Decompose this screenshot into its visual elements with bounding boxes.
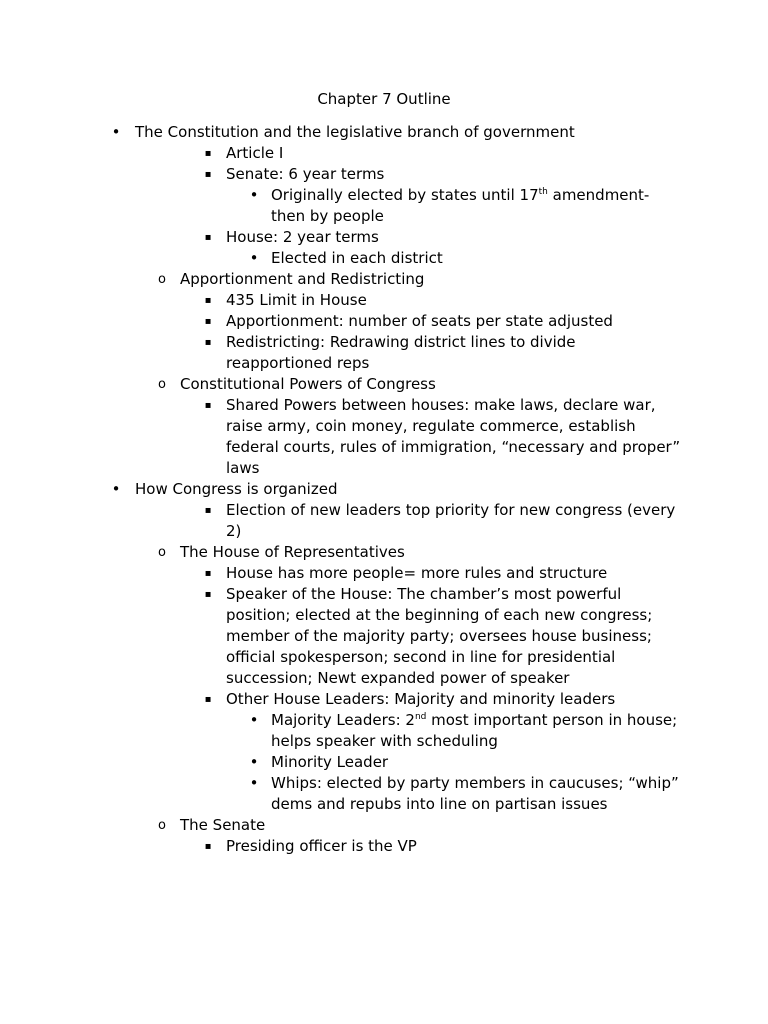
outline-item — [0, 500, 768, 542]
bullet-marker: ▪ — [204, 169, 212, 180]
bullet-marker: ▪ — [204, 694, 212, 705]
outline-item — [0, 185, 768, 227]
outline-item-text: How Congress is organized — [135, 480, 338, 498]
outline-item-text: The Senate — [180, 816, 266, 834]
bullet-marker: • — [249, 711, 259, 729]
bullet-marker: ▪ — [204, 568, 212, 579]
bullet-marker: ▪ — [204, 589, 212, 600]
outline-item — [0, 248, 768, 269]
outline-item — [0, 143, 768, 164]
outline-item-text: Minority Leader — [271, 753, 389, 771]
outline-item — [0, 479, 768, 500]
outline-item-text: Majority Leaders: 2nd most important person in house; helps speaker with scheduling — [271, 711, 678, 750]
ordinal-suffix: th — [538, 187, 548, 197]
outline-item — [0, 122, 768, 143]
bullet-marker: ▪ — [204, 295, 212, 306]
outline-item — [0, 584, 768, 689]
bullet-marker: ▪ — [204, 148, 212, 159]
bullet-marker: o — [158, 272, 166, 287]
outline-item-text: Apportionment and Redistricting — [180, 270, 425, 288]
outline-item-text: The House of Representatives — [180, 543, 405, 561]
ordinal-suffix: nd — [414, 712, 427, 722]
outline-item-text: Article I — [226, 144, 284, 162]
outline-item-text: Senate: 6 year terms — [226, 165, 385, 183]
outline-item-text: Redistricting: Redrawing district lines to divide reapportioned reps — [226, 333, 576, 372]
outline-item — [0, 710, 768, 752]
bullet-marker: • — [111, 480, 121, 498]
bullet-marker: • — [111, 123, 121, 141]
outline-item-text: Originally elected by states until 17th amendment- then by people — [271, 186, 650, 225]
bullet-marker: o — [158, 545, 166, 560]
outline-item — [0, 395, 768, 479]
outline-item — [0, 542, 768, 563]
outline-item — [0, 290, 768, 311]
page-title: Chapter 7 Outline — [317, 90, 451, 108]
outline-item — [0, 269, 768, 290]
outline-item — [0, 773, 768, 815]
bullet-marker: ▪ — [204, 505, 212, 516]
bullet-marker: • — [249, 753, 259, 771]
outline-item — [0, 689, 768, 710]
outline-item-text: House: 2 year terms — [226, 228, 379, 246]
outline-item-text: Other House Leaders: Majority and minority leaders — [226, 690, 616, 708]
outline-item-text: Apportionment: number of seats per state adjusted — [226, 312, 613, 330]
outline-item — [0, 752, 768, 773]
outline-item-text: House has more people= more rules and structure — [226, 564, 608, 582]
outline-item-text: Election of new leaders top priority for new congress (every 2) — [226, 501, 676, 540]
outline-item — [0, 332, 768, 374]
bullet-marker: ▪ — [204, 316, 212, 327]
outline-item-text: Shared Powers between houses: make laws, declare war, raise army, coin money, regulate commerce, establish federal courts, rules of immigration, “necessary and proper” laws — [226, 396, 681, 477]
outline-item — [0, 227, 768, 248]
outline-item — [0, 815, 768, 836]
bullet-marker: • — [249, 249, 259, 267]
outline-item-text: Presiding officer is the VP — [226, 837, 417, 855]
bullet-marker: • — [249, 186, 259, 204]
bullet-marker: • — [249, 774, 259, 792]
outline-item — [0, 836, 768, 857]
bullet-marker: ▪ — [204, 400, 212, 411]
bullet-marker: o — [158, 377, 166, 392]
outline-item-text: Speaker of the House: The chamber’s most powerful position; elected at the beginning of each new congress; member of the majority party; oversees house business; official spokesperson; second in line for presidential succession; Newt expanded power of speaker — [226, 585, 653, 687]
outline-list — [0, 122, 768, 857]
outline-item-text: Whips: elected by party members in caucuses; “whip” dems and repubs into line on partisan issues — [271, 774, 679, 813]
bullet-marker: o — [158, 818, 166, 833]
bullet-marker: ▪ — [204, 337, 212, 348]
outline-item — [0, 563, 768, 584]
outline-item-text: 435 Limit in House — [226, 291, 367, 309]
outline-item — [0, 374, 768, 395]
bullet-marker: ▪ — [204, 232, 212, 243]
outline-item-text: Elected in each district — [271, 249, 443, 267]
bullet-marker: ▪ — [204, 841, 212, 852]
outline-item — [0, 311, 768, 332]
outline-item — [0, 164, 768, 185]
outline-item-text: The Constitution and the legislative branch of government — [135, 123, 575, 141]
outline-item-text: Constitutional Powers of Congress — [180, 375, 436, 393]
